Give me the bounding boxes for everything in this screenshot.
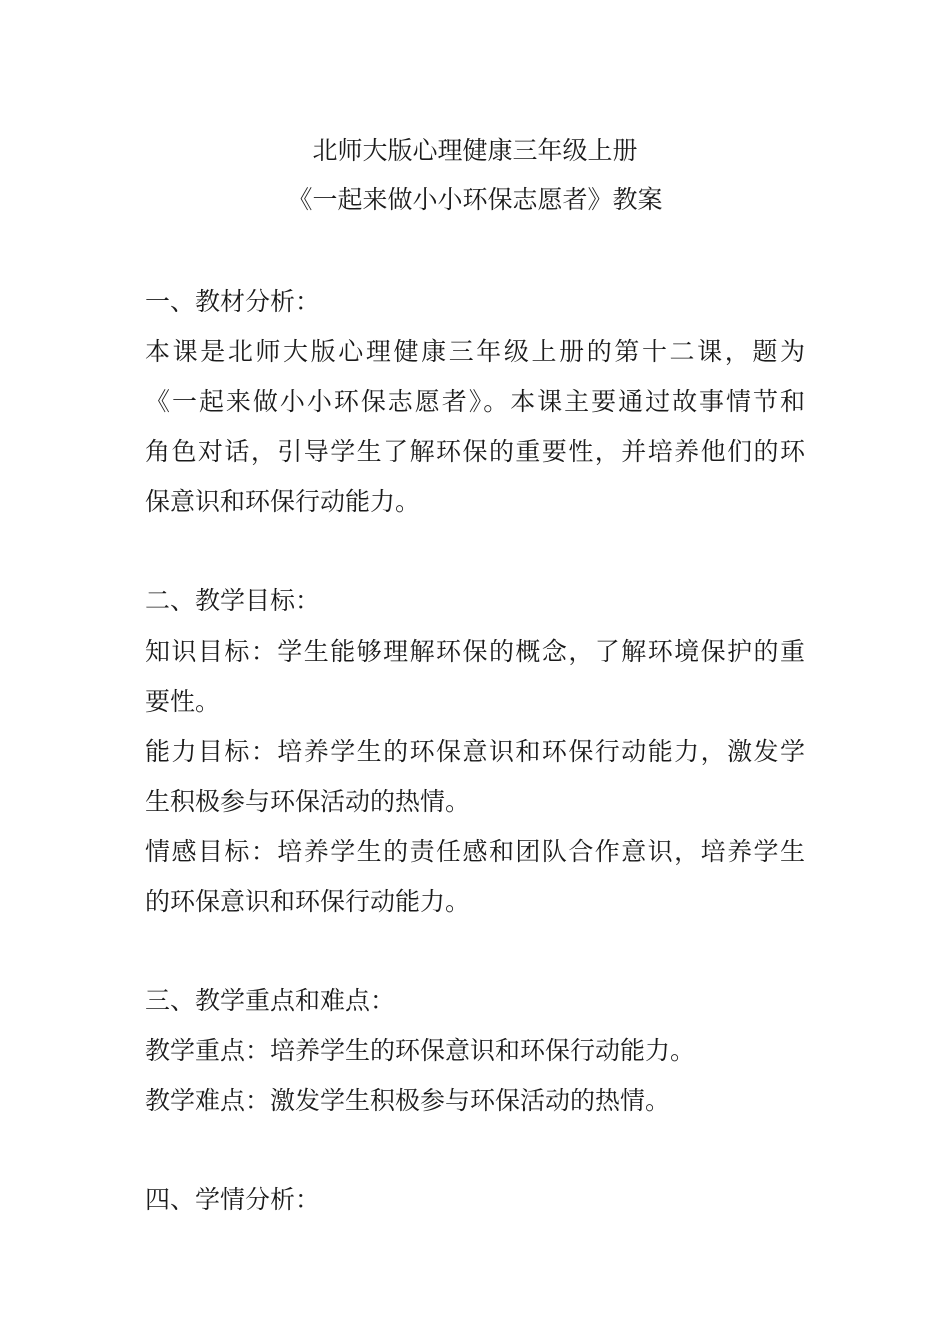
paragraph-line: 保意识和环保行动能力。 — [145, 487, 421, 516]
paragraph-line: 教学难点：激发学生积极参与环保活动的热情。 — [145, 1086, 671, 1115]
paragraph-line: 要性。 — [145, 687, 221, 716]
section-heading-textbook-analysis: 一、教材分析： — [145, 287, 321, 316]
paragraph-line: 《一起来做小小环保志愿者》。本课主要通过故事情节和 — [145, 387, 805, 416]
paragraph-line: 的环保意识和环保行动能力。 — [145, 887, 471, 916]
paragraph-line: 能力目标：培养学生的环保意识和环保行动能力，激发学 — [145, 737, 805, 766]
paragraph-line: 角色对话，引导学生了解环保的重要性，并培养他们的环 — [145, 437, 805, 466]
paragraph-line: 生积极参与环保活动的热情。 — [145, 787, 471, 816]
section-heading-key-points: 三、教学重点和难点： — [145, 986, 396, 1015]
paragraph-line: 教学重点：培养学生的环保意识和环保行动能力。 — [145, 1036, 696, 1065]
paragraph-line: 知识目标：学生能够理解环保的概念，了解环境保护的重 — [145, 637, 805, 666]
section-heading-student-analysis: 四、学情分析： — [145, 1185, 321, 1214]
document-title-line-2: 《一起来做小小环保志愿者》教案 — [287, 185, 663, 214]
paragraph-line: 情感目标：培养学生的责任感和团队合作意识，培养学生 — [145, 837, 805, 866]
paragraph-line: 本课是北师大版心理健康三年级上册的第十二课，题为 — [145, 337, 805, 366]
section-heading-teaching-goals: 二、教学目标： — [145, 586, 321, 615]
document-title-line-1: 北师大版心理健康三年级上册 — [312, 136, 638, 165]
